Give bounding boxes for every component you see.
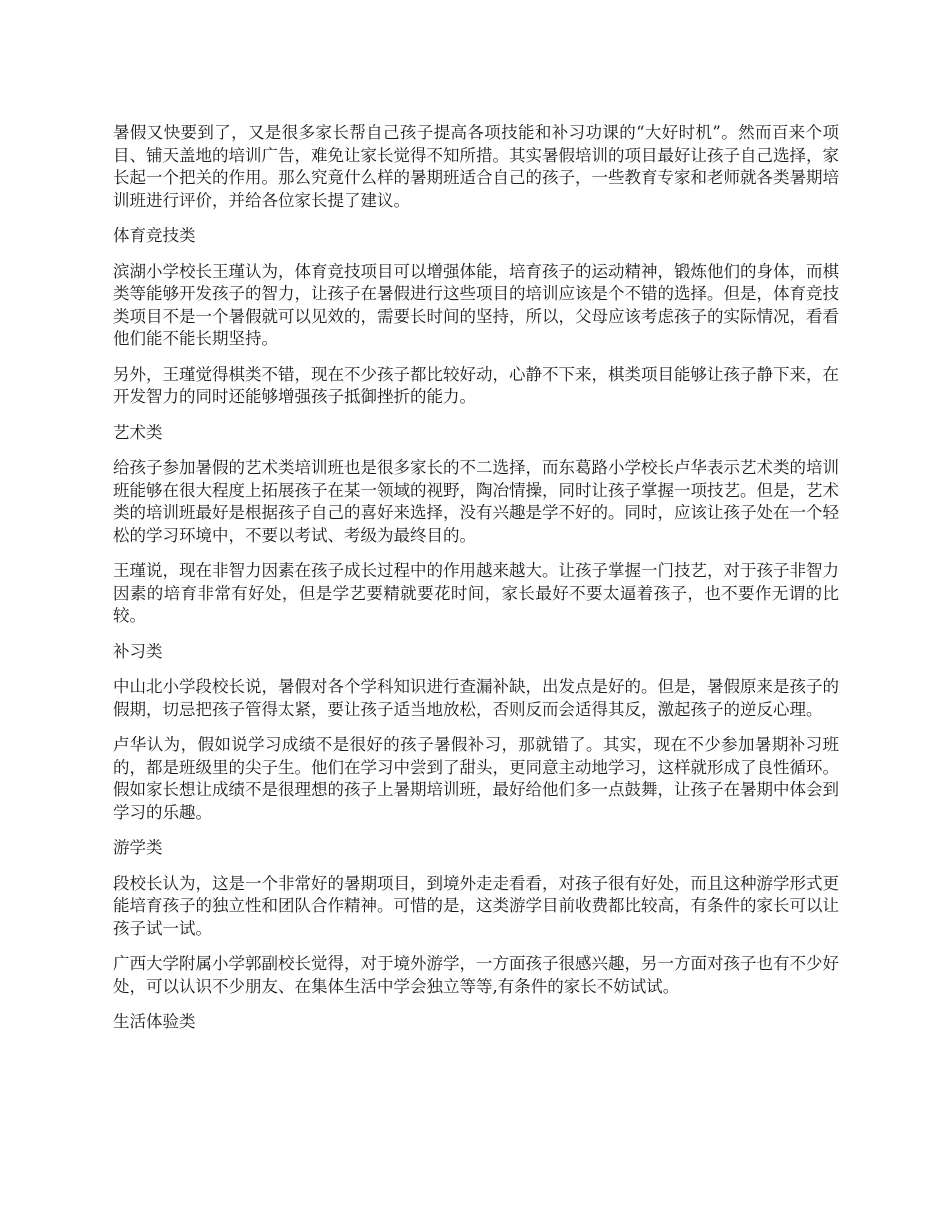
paragraph: 中山北小学段校长说，暑假对各个学科知识进行查漏补缺，出发点是好的。但是，暑假原来是孩子的假期，切忌把孩子管得太紧，要让孩子适当地放松，否则反而会适得其反，激起孩子的逆反心理。 bbox=[113, 677, 839, 719]
section-heading-arts: 艺术类 bbox=[113, 422, 163, 442]
section-heading-sports: 体育竞技类 bbox=[113, 226, 196, 245]
paragraph: 广西大学附属小学郭副校长觉得，对于境外游学，一方面孩子很感兴趣，另一方面对孩子也有不少好处，可以认识不少朋友、在集体生活中学会独立等等,有条件的家长不妨试试。 bbox=[113, 954, 839, 996]
section-heading-tutoring: 补习类 bbox=[113, 641, 163, 661]
document-body bbox=[113, 122, 839, 1047]
paragraph: 另外，王瑾觉得棋类不错，现在不少孩子都比较好动，心静不下来，棋类项目能够让孩子静下来，在开发智力的同时还能够增强孩子抵御挫折的能力。 bbox=[113, 364, 839, 406]
paragraph: 给孩子参加暑假的艺术类培训班也是很多家长的不二选择，而东葛路小学校长卢华表示艺术类的培训班能够在很大程度上拓展孩子在某一领域的视野，陶冶情操，同时让孩子掌握一项技艺。但是，艺术类的培训班最好是根据孩子自己的喜好来选择，没有兴趣是学不好的。同时，应该让孩子处在一个轻松的学习环境中，不要以考试、考级为最终目的。 bbox=[113, 458, 839, 545]
intro-paragraph: 暑假又快要到了，又是很多家长帮自己孩子提高各项技能和补习功课的“大好时机”。然而百来个项目、铺天盖地的培训广告，难免让家长觉得不知所措。其实暑假培训的项目最好让孩子自己选择，家长起一个把关的作用。那么究竟什么样的暑期班适合自己的孩子，一些教育专家和老师就各类暑期培训班进行评价，并给各位家长提了建议。 bbox=[113, 123, 839, 210]
paragraph: 卢华认为，假如说学习成绩不是很好的孩子暑假补习，那就错了。其实，现在不少参加暑期补习班的，都是班级里的尖子生。他们在学习中尝到了甜头，更同意主动地学习，这样就形成了良性循环。假如家长想让成绩不是很理想的孩子上暑期培训班，最好给他们多一点鼓舞，让孩子在暑期中体会到学习的乐趣。 bbox=[113, 735, 839, 822]
section-heading-life-experience: 生活体验类 bbox=[113, 1012, 196, 1031]
section-heading-study-tour: 游学类 bbox=[113, 838, 163, 857]
paragraph: 段校长认为，这是一个非常好的暑期项目，到境外走走看看，对孩子很有好处，而且这种游学形式更能培育孩子的独立性和团队合作精神。可惜的是，这类游学目前收费都比较高，有条件的家长可以让孩子试一试。 bbox=[113, 873, 839, 938]
paragraph: 滨湖小学校长王瑾认为，体育竞技项目可以增强体能，培育孩子的运动精神，锻炼他们的身体，而棋类等能够开发孩子的智力，让孩子在暑假进行这些项目的培训应该是个不错的选择。但是，体育竞技类项目不是一个暑假就可以见效的，需要长时间的坚持，所以，父母应该考虑孩子的实际情况，看看他们能不能长期坚持。 bbox=[113, 261, 839, 348]
paragraph: 王瑾说，现在非智力因素在孩子成长过程中的作用越来越大。让孩子掌握一门技艺，对于孩子非智力因素的培育非常有好处，但是学艺要精就要花时间，家长最好不要太逼着孩子，也不要作无谓的比较。 bbox=[113, 561, 839, 625]
